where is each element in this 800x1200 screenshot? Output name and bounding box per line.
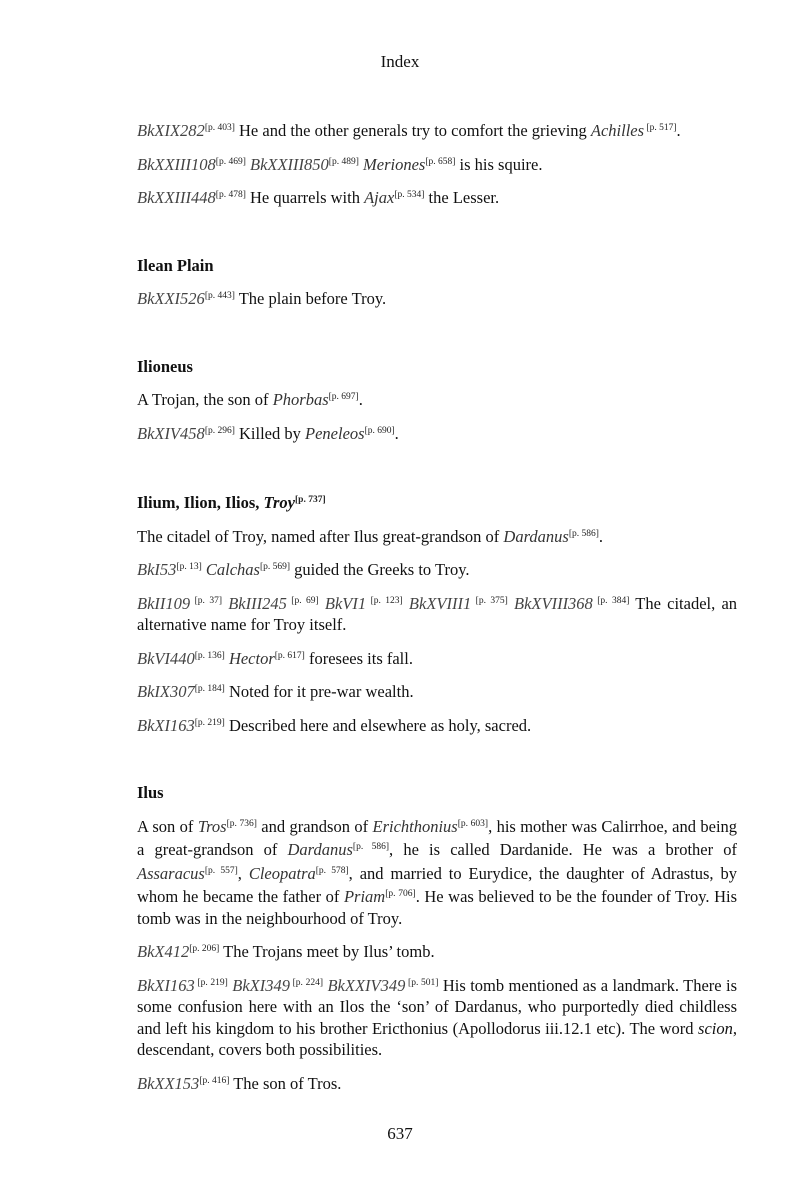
page-reference[interactable]: [p. 13] — [176, 562, 202, 572]
entry-text: A Trojan, the son of — [137, 390, 273, 409]
page-reference[interactable]: [p. 557] — [204, 865, 238, 876]
entry-heading — [137, 782, 737, 804]
entry-line — [137, 713, 737, 737]
index-entry — [137, 356, 737, 445]
index-entry — [137, 782, 737, 1094]
page-reference[interactable]: [p. 403] — [204, 123, 235, 133]
index-content — [137, 118, 737, 1104]
page-reference[interactable]: [p. 690] — [364, 425, 395, 436]
book-reference-link[interactable]: BkXXIV349 — [327, 975, 406, 995]
book-reference-link[interactable]: BkXI163 — [137, 975, 195, 995]
page-reference[interactable]: [p. 658] — [425, 156, 456, 167]
page-reference[interactable]: [p. 136] — [194, 650, 225, 661]
book-reference-link[interactable]: BkXIV458 — [137, 423, 205, 443]
book-reference-link[interactable]: BkXX153 — [137, 1073, 200, 1093]
page-reference[interactable]: [p. 706] — [385, 889, 416, 899]
entry-text: , — [237, 863, 249, 883]
page-reference[interactable]: [p. 443] — [204, 291, 235, 301]
entry-line — [137, 973, 737, 1061]
entry-text: , he is called Dardanide. He was a brother of — [389, 840, 738, 859]
entry-text: guided the Greeks to Troy. — [290, 560, 470, 579]
book-reference-link[interactable]: BkXIX282 — [137, 121, 205, 140]
cross-reference-link[interactable]: Peneleos — [305, 423, 365, 443]
entry-text: . — [676, 121, 681, 140]
entry-line — [137, 152, 737, 176]
cross-reference-link[interactable]: Meriones — [363, 154, 426, 174]
cross-reference-link[interactable]: Hector — [228, 648, 275, 668]
page-reference[interactable]: [p. 603] — [457, 818, 489, 829]
entry-text: The citadel of Troy, named after Ilus great-grandson of — [137, 526, 504, 546]
book-reference-link[interactable]: BkXI349 — [232, 975, 290, 995]
entry-text: the Lesser. — [424, 188, 500, 207]
entry-line — [137, 421, 737, 445]
entry-text: . — [598, 526, 604, 546]
entry-text: He quarrels with — [245, 188, 365, 207]
book-reference-link[interactable]: BkXXIII108 — [137, 154, 216, 174]
book-reference-link[interactable]: BkVI1 — [324, 593, 367, 613]
cross-reference-link[interactable]: Dardanus — [287, 840, 353, 859]
entry-text: Noted for it pre-war wealth. — [224, 682, 414, 701]
entry-text: foresees its fall. — [304, 648, 413, 668]
entry-heading-text: Ilean Plain — [137, 255, 214, 275]
book-reference-link[interactable]: BkXVIII1 — [408, 593, 472, 613]
cross-reference-link[interactable]: Dardanus — [503, 526, 569, 546]
index-entry — [137, 255, 737, 310]
entry-text: . He was believed to be the founder of Troy. His tomb was in the neighbourhood of Troy. — [137, 887, 737, 928]
emphasis-text: scion — [698, 1018, 733, 1038]
page-reference[interactable]: [p. 375] — [471, 595, 508, 606]
page-reference[interactable]: [p. 69] — [286, 595, 319, 606]
entry-text: The plain before Troy. — [234, 289, 387, 308]
entry-line — [137, 939, 737, 963]
page-reference[interactable]: [p. 37] — [190, 595, 222, 606]
entry-text: . — [394, 423, 399, 443]
entry-heading-text: Ilium, Ilion, Ilios, — [137, 493, 264, 512]
entry-text: Described here and elsewhere as holy, sacred. — [224, 715, 532, 735]
entry-text: Killed by — [234, 423, 306, 443]
entry-line — [137, 646, 737, 670]
heading-cross-reference-link[interactable]: Troy — [263, 493, 296, 512]
entry-text: The Trojans meet by Ilus’ tomb. — [219, 942, 435, 961]
entry-line — [137, 524, 737, 548]
page-reference[interactable]: [p. 384] — [592, 595, 630, 606]
entry-heading — [137, 356, 737, 378]
entry-line — [137, 814, 737, 930]
book-reference-link[interactable]: BkXXIII448 — [137, 188, 216, 207]
book-reference-link[interactable]: BkIX307 — [137, 682, 195, 701]
entry-line — [137, 679, 737, 703]
index-entry — [137, 118, 737, 209]
entry-text: is his squire. — [455, 154, 543, 174]
page-reference[interactable]: [p. 206] — [189, 944, 220, 954]
book-reference-link[interactable]: BkII109 — [137, 593, 191, 613]
page-reference[interactable]: [p. 184] — [194, 684, 225, 694]
book-reference-link[interactable]: BkX412 — [137, 942, 190, 961]
entry-text: His tomb mentioned as a landmark. There is some confusion here with an Ilos the ‘son’ of Dardanus, who purportedly died childless and left his kingdom to his brother Ericthonius (Apollodorus iii.12.1 etc). The word — [137, 975, 738, 1038]
cross-reference-link[interactable]: Assaracus — [137, 863, 205, 883]
cross-reference-link[interactable]: Ajax — [364, 188, 395, 207]
entry-text: The son of Tros. — [229, 1073, 342, 1093]
entry-text: . — [358, 390, 363, 409]
book-reference-link[interactable]: BkI53 — [137, 560, 177, 579]
book-reference-link[interactable]: BkXVIII368 — [514, 593, 593, 613]
entry-line — [137, 286, 737, 310]
cross-reference-link[interactable]: Achilles — [590, 121, 645, 140]
book-reference-link[interactable]: BkVI440 — [137, 648, 195, 668]
page-reference[interactable]: [p. 534] — [394, 190, 425, 200]
page-reference[interactable]: [p. 617] — [274, 650, 305, 661]
book-reference-link[interactable]: BkXI163 — [137, 715, 195, 735]
entry-text: He and the other generals try to comfort the grieving — [234, 121, 591, 140]
cross-reference-link[interactable]: Erichthonius — [372, 816, 458, 836]
entry-text: The citadel, an alternative name for Troy itself. — [137, 593, 738, 634]
page-reference[interactable]: [p. 296] — [204, 425, 235, 436]
cross-reference-link[interactable]: Cleopatra — [248, 863, 316, 883]
page-reference[interactable]: [p. 586] — [568, 528, 599, 539]
page-reference[interactable]: [p. 219] — [194, 717, 225, 728]
entry-line — [137, 557, 737, 581]
cross-reference-link[interactable]: Priam — [343, 887, 386, 906]
entry-text: A son of — [137, 816, 198, 836]
page-reference[interactable]: [p. 578] — [315, 865, 349, 876]
cross-reference-link[interactable]: Phorbas — [272, 390, 329, 409]
entry-line — [137, 118, 737, 142]
cross-reference-link[interactable]: Calchas — [205, 560, 260, 579]
page-reference[interactable]: [p. 501] — [405, 977, 439, 988]
page-reference[interactable]: [p. 478] — [215, 190, 246, 200]
page-reference[interactable]: [p. 469] — [215, 156, 246, 167]
page-reference[interactable]: [p. 569] — [259, 562, 291, 572]
entry-text: , his mother was Calirrhoe, and being a great-grandson of — [137, 816, 738, 859]
page-reference[interactable]: [p. 416] — [199, 1075, 230, 1086]
page-reference[interactable]: [p. 219] — [194, 977, 228, 988]
page-reference[interactable]: [p. 586] — [352, 842, 390, 852]
entry-text: , descendant, covers both possibilities. — [137, 1018, 737, 1059]
page-reference[interactable]: [p. 517] — [644, 123, 677, 133]
entry-line — [137, 387, 737, 411]
page-number: 637 — [387, 1124, 413, 1143]
book-reference-link[interactable]: BkIII245 — [228, 593, 287, 613]
running-header: Index — [380, 52, 420, 71]
heading-page-reference[interactable]: [p. 737] — [295, 495, 326, 505]
page-reference[interactable]: [p. 224] — [289, 977, 324, 988]
cross-reference-link[interactable]: Tros — [197, 816, 227, 836]
entry-text: and grandson of — [256, 816, 373, 836]
entry-heading — [137, 255, 737, 277]
entry-text: , and married to Eurydice, the daughter of Adrastus, by whom he became the father of — [137, 863, 737, 906]
entry-heading-text: Ilus — [137, 783, 164, 802]
book-reference-link[interactable]: BkXXI526 — [137, 289, 205, 308]
entry-line — [137, 185, 737, 209]
entry-heading — [137, 490, 737, 514]
index-entry — [137, 490, 737, 736]
entry-heading-text: Ilioneus — [137, 356, 193, 376]
page-reference[interactable]: [p. 736] — [226, 818, 257, 829]
page-reference[interactable]: [p. 489] — [328, 156, 359, 167]
entry-line — [137, 1071, 737, 1095]
book-reference-link[interactable]: BkXXIII850 — [250, 154, 329, 174]
page-reference[interactable]: [p. 123] — [366, 595, 403, 606]
page-reference[interactable]: [p. 697] — [328, 392, 359, 402]
entry-line — [137, 591, 737, 636]
